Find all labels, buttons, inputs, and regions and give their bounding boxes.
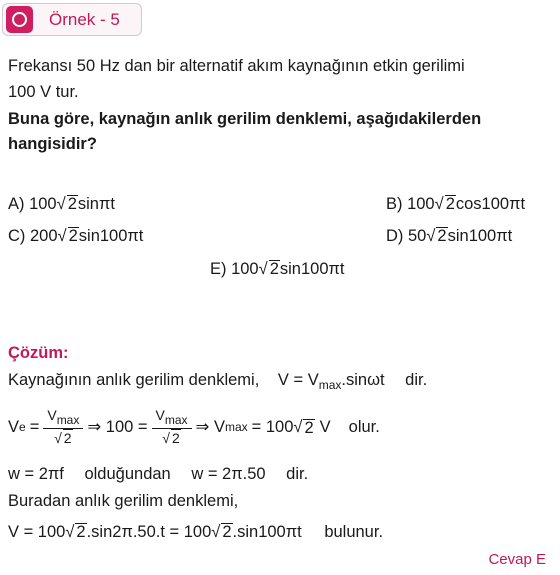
question-line-1: Frekansı 50 Hz dan bir alternatif akım kaynağının etkin gerilimi <box>8 57 465 75</box>
fraction-1: $\frac{Vmax}{√ 2}$ <box>43 407 83 447</box>
option-b: B) 100√ 2cos100πt <box>386 195 526 213</box>
option-d: D) 50√ 2sin100πt <box>386 227 513 245</box>
solution-line-3: w = 2πf olduğundan w = 2π.50 dir. <box>8 465 309 483</box>
option-e: E) 100√ 2sin100πt <box>210 260 345 278</box>
option-c: C) 200√ 2sin100πt <box>8 227 144 245</box>
question-line-2: 100 V tur. <box>8 83 79 101</box>
ring-icon <box>6 6 33 33</box>
example-badge <box>2 3 142 36</box>
solution-equation: V e = $\frac{Vmax}{√ 2}$ ⇒ 100 = $\frac{Vmax}{√ 2}$ ⇒ V max = 100 √ 2 V olur. <box>8 407 380 446</box>
solution-line-1: Kaynağının anlık gerilim denklemi, $V = V_{max}.\sin\omega t$ dir. <box>8 371 428 392</box>
option-a: A) 100√ 2sinπt <box>8 195 115 213</box>
question-ask-2: hangisidir? <box>8 135 97 153</box>
solution-title: Çözüm: <box>8 344 69 362</box>
fraction-2: $\frac{Vmax}{√ 2}$ <box>152 407 192 447</box>
example-label: Örnek - 5 <box>49 10 120 29</box>
answer-label: Cevap E <box>488 551 546 568</box>
solution-line-4: Buradan anlık gerilim denklemi, <box>8 492 239 510</box>
question-ask-1: Buna göre, kaynağın anlık gerilim denklemi, aşağıdakilerden <box>8 110 482 128</box>
solution-line-5: V = 100√ 2.sin2π.50.t = 100√ 2.sin100πt bulunur. <box>8 523 384 541</box>
